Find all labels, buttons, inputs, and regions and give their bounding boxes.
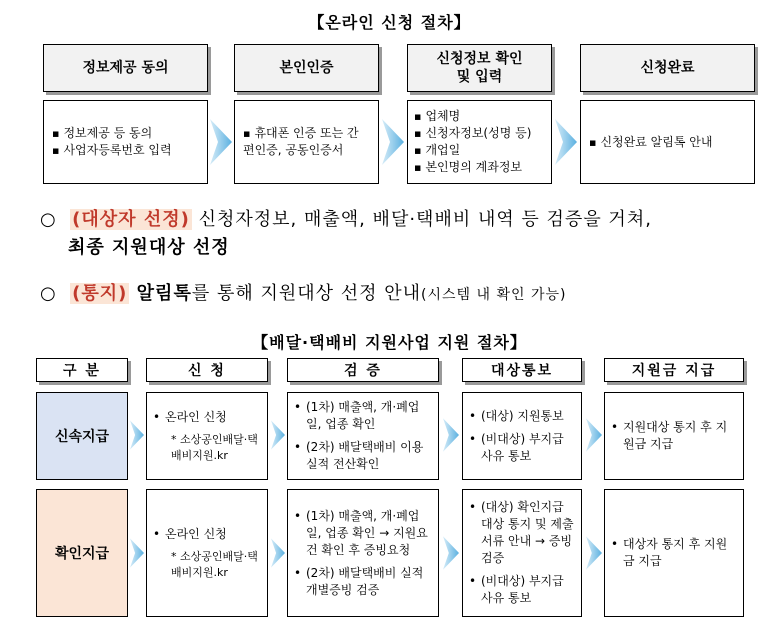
arrow-right-icon xyxy=(382,119,404,165)
col-header-apply: 신 청 xyxy=(146,358,268,382)
apply-bullet: • 온라인 신청 xyxy=(153,526,261,543)
row1-pay xyxy=(604,392,744,480)
col-header-category: 구 분 xyxy=(36,358,128,382)
step3-content xyxy=(407,100,552,184)
note-selection-bold: 최종 지원대상 선정 xyxy=(68,237,230,258)
apply-note: * 소상공인배달·택배비지원.kr xyxy=(171,549,258,579)
note-notify xyxy=(40,282,566,307)
col-header-pay: 지원금 지급 xyxy=(604,358,744,382)
step3-header: 신청정보 확인 및 입력 xyxy=(407,44,552,92)
step4-header: 신청완료 xyxy=(580,44,755,92)
apply-bullet: • 온라인 신청 xyxy=(153,409,261,426)
section2-title: 【배달·택배비 지원사업 지원 절차】 xyxy=(252,333,527,352)
arrow-right-icon xyxy=(271,535,285,571)
row2-apply xyxy=(146,489,268,617)
note-small: (시스템 내 확인 가능) xyxy=(421,287,567,303)
col-header-notify: 대상통보 xyxy=(462,358,582,382)
notify-item: • (비대상) 부지급 사유 통보 xyxy=(469,431,575,465)
row-category-fast: 신속지급 xyxy=(36,392,128,480)
list-item: ▪ 신청완료 알림톡 안내 xyxy=(589,134,746,151)
verify-item: • (1차) 매출액, 개·폐업일, 업종 확인 xyxy=(294,399,432,433)
list-item: ▪ 신청자정보(성명 등) xyxy=(414,125,545,142)
row1-apply xyxy=(146,392,268,480)
list-item: ▪ 본인명의 계좌정보 xyxy=(414,159,545,176)
step1-content xyxy=(43,100,208,184)
list-item: ▪ 사업자등록번호 입력 xyxy=(52,142,199,159)
col-header-verify: 검 증 xyxy=(287,358,439,382)
verify-item: • (1차) 매출액, 개·폐업일, 업종 확인 → 지원요건 확인 후 증빙요청 xyxy=(294,508,432,559)
apply-note: * 소상공인배달·택배비지원.kr xyxy=(171,432,258,462)
verify-item: • (2차) 배달택배비 이용실적 전산확인 xyxy=(294,439,432,473)
notify-item: • (비대상) 부지급 사유 통보 xyxy=(469,573,575,607)
arrow-right-icon xyxy=(443,417,459,453)
row1-verify xyxy=(287,392,439,480)
note-selection xyxy=(40,208,652,232)
list-item: ▪ 정보제공 등 동의 xyxy=(52,125,199,142)
list-item: ▪ 휴대폰 인증 또는 간편인증, 공동인증서 xyxy=(243,125,370,159)
step1-header: 정보제공 동의 xyxy=(43,44,208,92)
circle-bullet: ○ xyxy=(40,209,57,230)
row2-verify xyxy=(287,489,439,617)
step2-header: 본인인증 xyxy=(234,44,379,92)
step4-content xyxy=(580,100,755,184)
step2-content xyxy=(234,100,379,184)
list-item: ▪ 개업일 xyxy=(414,142,545,159)
arrow-right-icon xyxy=(555,119,577,165)
verify-item: • (2차) 배달택배비 실적 개별증빙 검증 xyxy=(294,565,432,599)
row2-pay xyxy=(604,489,744,617)
list-item: ▪ 업체명 xyxy=(414,108,545,125)
note-highlight: (대상자 선정) xyxy=(72,209,190,230)
section1-title: 【온라인 신청 절차】 xyxy=(308,13,471,32)
arrow-right-icon xyxy=(130,535,144,571)
note-highlight: (통지) xyxy=(72,283,128,304)
note-text: 신청자정보, 매출액, 배달·택배비 내역 등 검증을 거쳐, xyxy=(191,209,652,230)
arrow-right-icon xyxy=(210,119,232,165)
arrow-right-icon xyxy=(586,535,602,571)
arrow-right-icon xyxy=(271,417,285,453)
row2-notify xyxy=(462,489,582,617)
note-bold: 알림톡 xyxy=(129,283,192,304)
row-category-confirm: 확인지급 xyxy=(36,489,128,617)
pay-item: • 지원대상 통지 후 지원금 지급 xyxy=(611,419,737,453)
row1-notify xyxy=(462,392,582,480)
arrow-right-icon xyxy=(443,535,459,571)
notify-item: • (대상) 지원통보 xyxy=(469,408,575,425)
arrow-right-icon xyxy=(586,417,602,453)
pay-item: • 대상자 통지 후 지원금 지급 xyxy=(611,536,737,570)
arrow-right-icon xyxy=(130,417,144,453)
circle-bullet: ○ xyxy=(40,283,57,304)
notify-item: • (대상) 확인지급 대상 통지 및 제출서류 안내 → 증빙 검증 xyxy=(469,499,575,567)
note-text: 를 통해 지원대상 선정 안내 xyxy=(191,283,421,304)
